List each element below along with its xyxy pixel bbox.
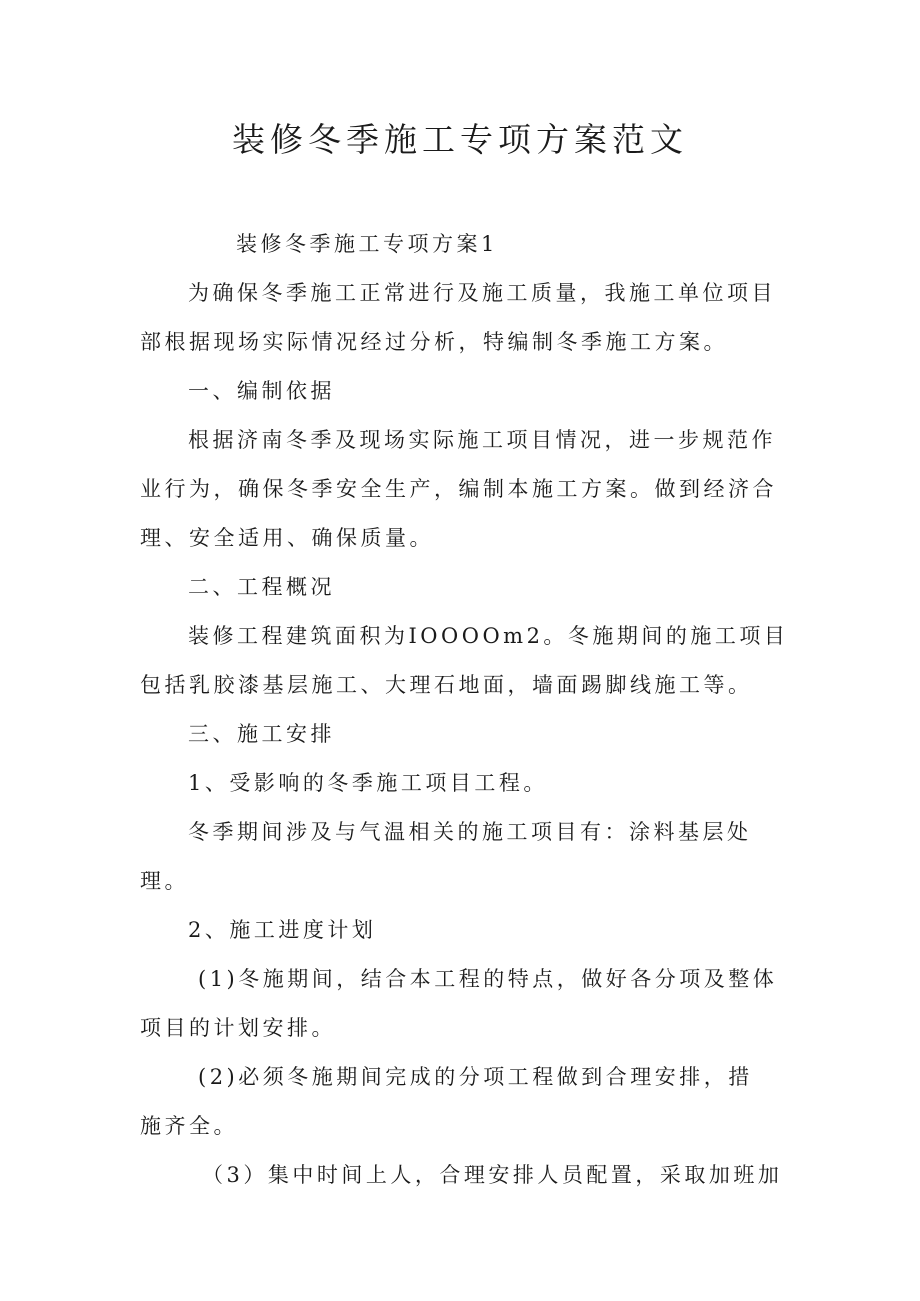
list-item-2-1: (1)冬施期间，结合本工程的特点，做好各分项及整体项目的计划安排。 xyxy=(140,967,778,1040)
list-item-2-3: （3）集中时间上人，合理安排人员配置，采取加班加 xyxy=(202,1163,783,1187)
section-subtitle: 装修冬季施工专项方案1 xyxy=(236,232,498,256)
document-body xyxy=(140,220,790,1200)
paragraph-overview: 装修工程建筑面积为IOOOOm2。冬施期间的施工项目包括乳胶漆基层施工、大理石地面，墙面踢脚线施工等。 xyxy=(140,624,789,697)
heading-basis: 一、编制依据 xyxy=(188,379,335,403)
heading-arrangement: 三、施工安排 xyxy=(188,722,335,746)
paragraph-intro: 为确保冬季施工正常进行及施工质量，我施工单位项目部根据现场实际情况经过分析，特编制冬季施工方案。 xyxy=(140,281,776,354)
document-title: 装修冬季施工专项方案范文 xyxy=(232,120,688,159)
heading-overview: 二、工程概况 xyxy=(188,575,335,599)
list-item-2-2-line2: 施齐全。 xyxy=(140,1114,238,1138)
list-item-1: 1、受影响的冬季施工项目工程。 xyxy=(188,771,548,795)
list-item-2-2-line1: (2)必须冬施期间完成的分项工程做到合理安排，措 xyxy=(198,1065,753,1089)
paragraph-basis: 根据济南冬季及现场实际施工项目情况，进一步规范作业行为，确保冬季安全生产，编制本施工方案。做到经济合理、安全适用、确保质量。 xyxy=(140,428,777,550)
list-item-1-detail: 冬季期间涉及与气温相关的施工项目有：涂料基层处理。 xyxy=(140,820,752,893)
list-item-2: 2、施工进度计划 xyxy=(188,918,377,942)
